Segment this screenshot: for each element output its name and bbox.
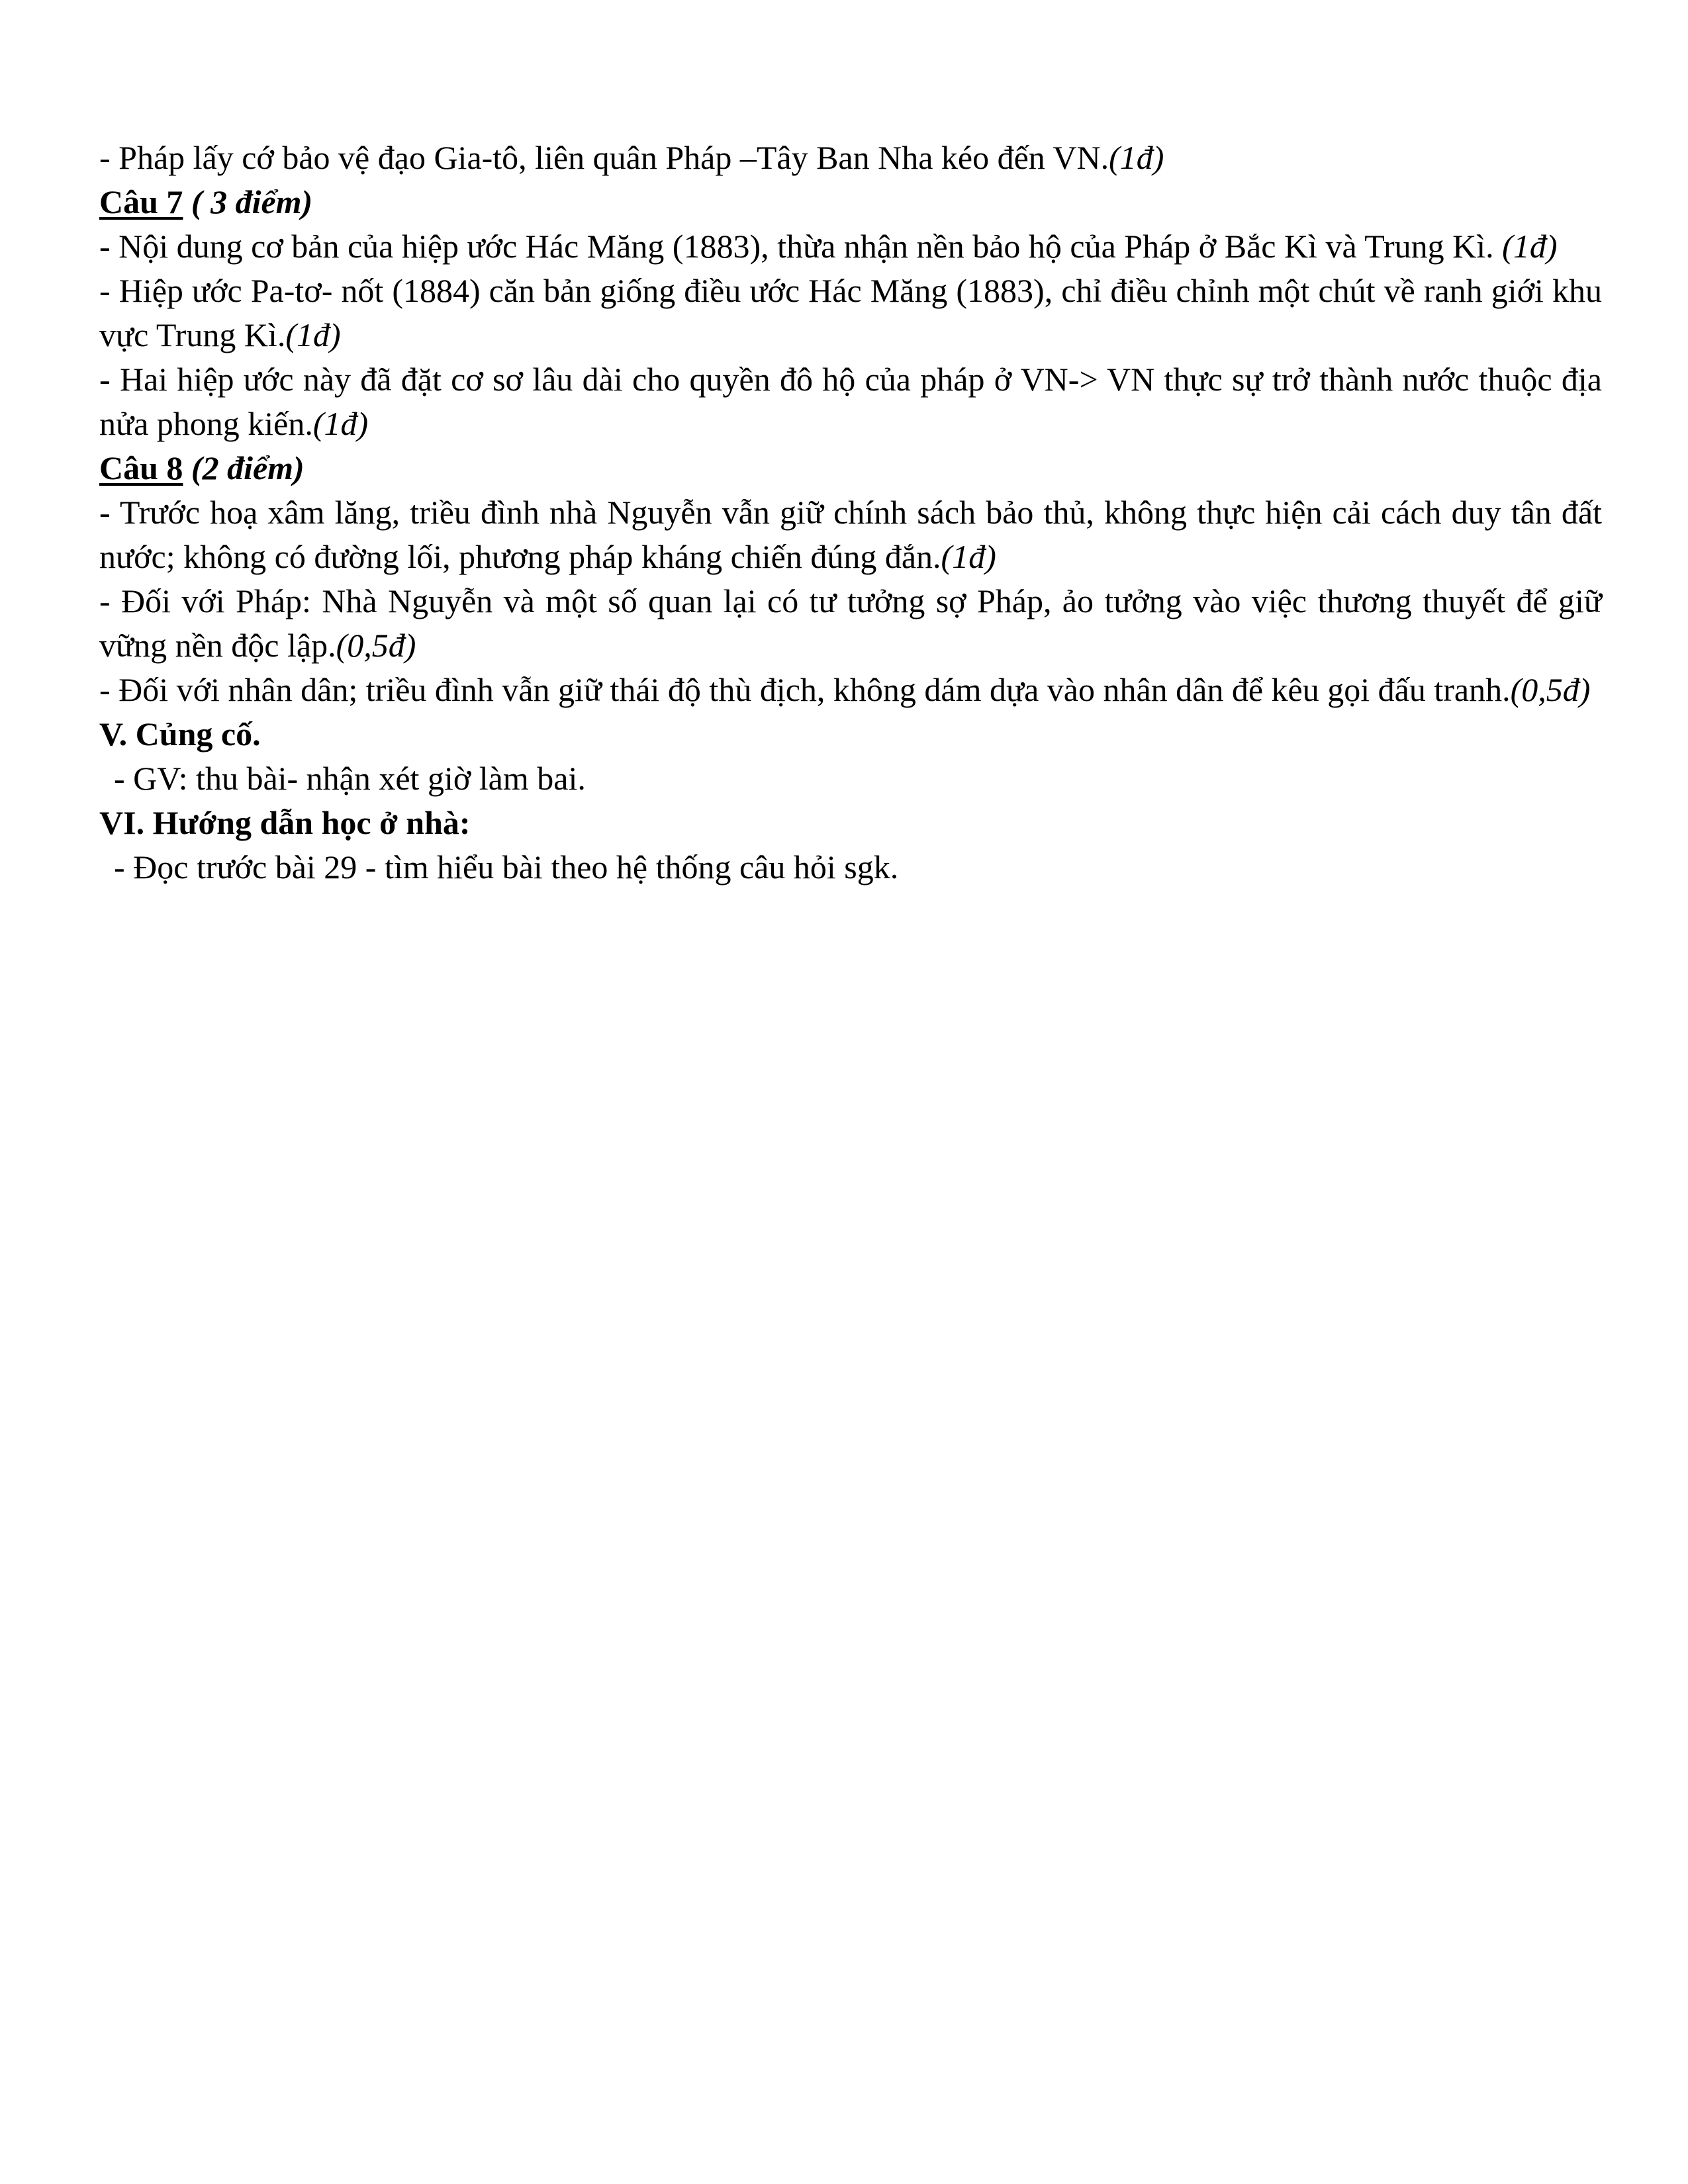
- score-mark: (1đ): [941, 538, 996, 575]
- score-mark: (1đ): [1502, 228, 1558, 265]
- question-points: (2 điểm): [183, 449, 305, 486]
- answer-paragraph: [99, 357, 1602, 446]
- paragraph-text: - Đối với nhân dân; triều đình vẫn giữ thái độ thù địch, không dám dựa vào nhân dân để kêu gọi đấu tranh.: [99, 671, 1511, 708]
- paragraph-text: - Trước hoạ xâm lăng, triều đình nhà Nguyễn vẫn giữ chính sách bảo thủ, không thực hiện cải cách duy tân đất nước; không có đường lối, phương pháp kháng chiến đúng đắn.: [99, 494, 1602, 575]
- section-6-item: - Đọc trước bài 29 - tìm hiểu bài theo hệ thống câu hỏi sgk.: [114, 848, 899, 886]
- answer-paragraph: [99, 579, 1602, 668]
- score-mark: (1đ): [312, 405, 369, 442]
- answer-paragraph: [99, 490, 1602, 579]
- answer-paragraph: [99, 668, 1602, 712]
- question-label: Câu 7: [99, 183, 183, 220]
- section-5-item: - GV: thu bài- nhận xét giờ làm bai.: [114, 760, 586, 797]
- section-5-heading: V. Củng cố.: [99, 715, 261, 752]
- document-page: [99, 136, 1602, 889]
- score-mark: (1đ): [1109, 139, 1164, 176]
- question-7-heading: [99, 180, 1602, 224]
- paragraph-text: - Hai hiệp ước này đã đặt cơ sơ lâu dài cho quyền đô hộ của pháp ở VN-> VN thực sự trở thành nước thuộc địa nửa phong kiến.: [99, 361, 1602, 442]
- question-points: ( 3 điểm): [183, 183, 313, 220]
- score-mark: (0,5đ): [336, 627, 416, 664]
- answer-paragraph: [99, 136, 1602, 180]
- score-mark: (1đ): [285, 316, 341, 353]
- answer-paragraph: [99, 224, 1602, 269]
- paragraph-text: - Hiệp ước Pa-tơ- nốt (1884) căn bản giống điều ước Hác Măng (1883), chỉ điều chỉnh một chút về ranh giới khu vực Trung Kì.: [99, 272, 1602, 353]
- answer-paragraph: [99, 269, 1602, 357]
- section-6-heading: VI. Hướng dẫn học ở nhà:: [99, 804, 471, 841]
- question-8-heading: [99, 446, 1602, 490]
- score-mark: (0,5đ): [1510, 671, 1591, 708]
- paragraph-text: - Nội dung cơ bản của hiệp ước Hác Măng (1883), thừa nhận nền bảo hộ của Pháp ở Bắc Kì và Trung Kì.: [99, 228, 1503, 265]
- paragraph-text: - Đối với Pháp: Nhà Nguyễn và một số quan lại có tư tưởng sợ Pháp, ảo tưởng vào việc thương thuyết để giữ vững nền độc lập.: [99, 582, 1602, 664]
- paragraph-text: - Pháp lấy cớ bảo vệ đạo Gia-tô, liên quân Pháp –Tây Ban Nha kéo đến VN.: [99, 139, 1109, 176]
- question-label: Câu 8: [99, 449, 183, 486]
